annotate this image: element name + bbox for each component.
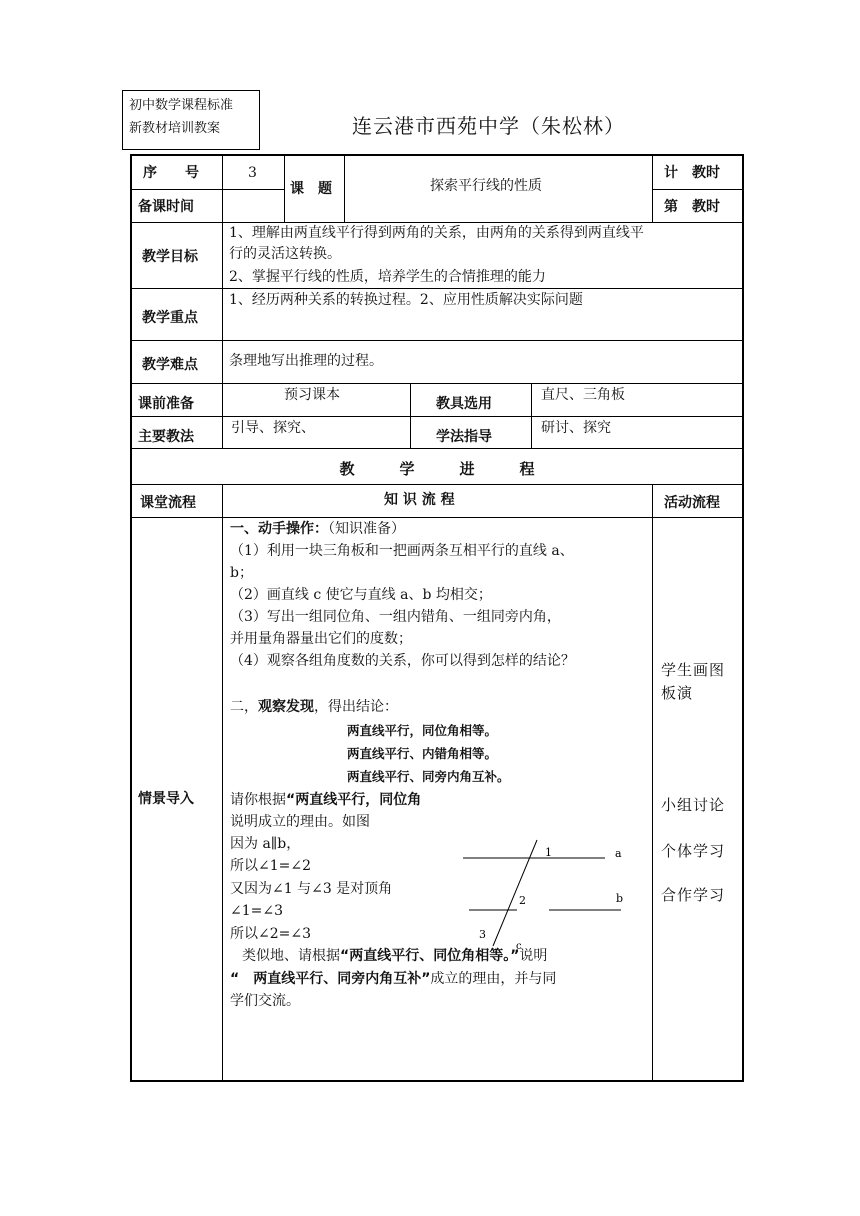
- activity-4: 个体学习: [661, 842, 726, 860]
- difficulty-label: 教学难点: [142, 357, 198, 373]
- proof-line-3: 又因为∠1 与∠3 是对顶角: [230, 881, 393, 897]
- question-bold: “两直线平行，同位角: [286, 792, 422, 808]
- tools-value: 直尺、三角板: [541, 387, 625, 403]
- course-stamp: [122, 90, 260, 150]
- similar-2-bold: “ 两直线平行、同旁内角互补”: [230, 971, 431, 987]
- parallel-lines-figure: [455, 838, 645, 960]
- col-activity-header: 活动流程: [664, 495, 720, 511]
- line-c-label: c: [516, 941, 522, 952]
- table-bottom-border: [130, 1080, 744, 1082]
- activity-1: 学生画图: [661, 661, 726, 679]
- stamp-line-1: 初中数学课程标准: [129, 98, 234, 113]
- question-line-1: [230, 791, 421, 809]
- step-3-line-b: 并用量角器量出它们的度数；: [230, 631, 412, 647]
- seq-value: 3: [248, 165, 257, 181]
- focus-text: 1、经历两种关系的转换过程。2、应用性质解决实际问题: [229, 292, 583, 308]
- vline: [284, 154, 285, 222]
- hline: [652, 189, 743, 190]
- prep-value: 预习课本: [284, 387, 340, 403]
- similar-pre: 类似地、请根据: [242, 948, 340, 964]
- step-1-line-b: b；: [230, 565, 253, 581]
- similar-bold: “两直线平行、同位角相等。”: [340, 948, 520, 964]
- conclusion-1: 两直线平行，同位角相等。: [347, 723, 498, 738]
- similar-post: 说明: [519, 948, 548, 964]
- difficulty-text: 条理地写出推理的过程。: [229, 353, 383, 369]
- prep-label: 课前准备: [138, 396, 194, 412]
- vline: [652, 484, 653, 1080]
- hline: [130, 189, 284, 190]
- vline: [222, 222, 223, 448]
- step-3-line-a: （3）写出一组同位角、一组内错角、一组同旁内角，: [230, 609, 561, 625]
- study-guide-value: 研讨、探究: [541, 420, 611, 436]
- activity-5: 合作学习: [661, 886, 726, 904]
- period-number-label: 第 教时: [664, 199, 720, 215]
- step-heading-2: [230, 698, 398, 716]
- proof-line-2: 所以∠1=∠2: [230, 858, 312, 874]
- similar-line-3: 学们交流。: [230, 993, 300, 1009]
- vline: [652, 154, 653, 222]
- stamp-line-2: 新教材培训教案: [129, 121, 221, 136]
- hline: [130, 448, 744, 449]
- step-heading-1-bold: 一、动手操作：: [230, 521, 328, 537]
- conclusion-3: 两直线平行、同旁内角互补。: [347, 769, 510, 784]
- tools-label: 教具选用: [436, 396, 492, 412]
- step-1-line-a: （1）利用一块三角板和一把画两条互相平行的直线 a、: [230, 543, 574, 559]
- goals-line-2: 行的灵活这转换。: [229, 246, 341, 262]
- prep-time-label: 备课时间: [138, 199, 194, 215]
- step-heading-2-bold: 观察发现: [258, 699, 314, 715]
- step-heading-1: [230, 520, 405, 538]
- process-title: 教 学 进 程: [339, 460, 535, 478]
- vline: [222, 154, 223, 222]
- study-guide-label: 学法指导: [436, 429, 492, 445]
- activity-3: 小组讨论: [661, 796, 726, 814]
- line-c: [493, 840, 537, 946]
- focus-label: 教学重点: [142, 310, 198, 326]
- step-2: （2）画直线 c 使它与直线 a、b 均相交；: [230, 587, 492, 603]
- table-right-border: [742, 154, 744, 1082]
- vline: [222, 484, 223, 1080]
- goals-label: 教学目标: [142, 249, 198, 265]
- vline: [410, 383, 411, 448]
- question-pre: 请你根据: [230, 792, 286, 808]
- activity-2: 板演: [661, 684, 694, 702]
- school-title: 连云港市西苑中学（朱松林）: [352, 114, 625, 138]
- planned-periods-label: 计 教时: [664, 165, 720, 181]
- angle-1-label: 1: [545, 846, 552, 859]
- topic-label: 课 题: [290, 181, 332, 197]
- col-flow-header: 课堂流程: [140, 495, 196, 511]
- angle-3-label: 3: [479, 928, 486, 941]
- method-label: 主要教法: [138, 429, 194, 445]
- line-b-label: b: [616, 892, 624, 905]
- line-a-label: a: [615, 847, 622, 860]
- conclusion-2: 两直线平行、内错角相等。: [347, 746, 498, 761]
- vline: [344, 154, 345, 222]
- question-line-2: 说明成立的理由。如图: [230, 814, 370, 830]
- step-4: （4）观察各组角度数的关系，你可以得到怎样的结论？: [230, 653, 575, 669]
- vline: [531, 383, 532, 448]
- proof-line-1: 因为 a∥b，: [230, 836, 301, 852]
- section-label: 情景导入: [138, 791, 194, 807]
- method-value: 引导、探究、: [231, 420, 315, 436]
- step-heading-2-rest: ，得出结论：: [314, 699, 398, 715]
- col-knowledge-header: 知 识 流 程: [384, 492, 455, 508]
- similar-line-2: [230, 970, 556, 988]
- goals-line-3: 2、掌握平行线的性质，培养学生的合情推理的能力: [229, 269, 546, 285]
- proof-line-4: ∠1=∠3: [230, 903, 284, 919]
- step-heading-1-rest: （知识准备）: [328, 521, 405, 537]
- table-left-border: [130, 154, 132, 1082]
- goals-line-1: 1、理解由两直线平行得到两角的关系，由两角的关系得到两直线平: [229, 225, 644, 241]
- proof-line-5: 所以∠2=∠3: [230, 926, 312, 942]
- step-heading-2-pre: 二，: [230, 699, 258, 715]
- similar-2-post: 成立的理由，并与同: [430, 971, 557, 987]
- topic-value: 探索平行线的性质: [430, 178, 542, 194]
- seq-label: 序 号: [143, 165, 199, 181]
- angle-2-label: 2: [519, 894, 526, 907]
